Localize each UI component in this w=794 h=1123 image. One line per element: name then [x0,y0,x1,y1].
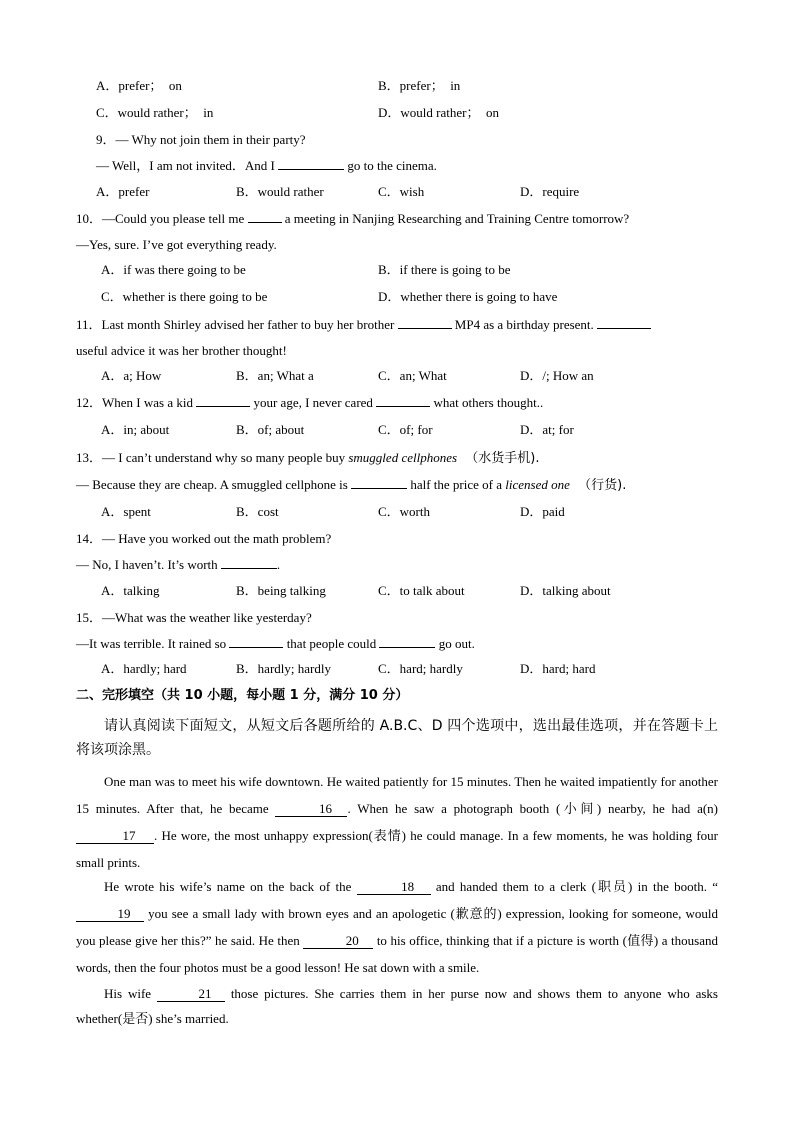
q10-blank [248,222,282,223]
q15-option-a: A．hardly; hard [101,661,187,676]
section2-instruction: 请认真阅读下面短文，从短文后各题所给的 A.B.C、D 四个选项中，选出最佳选项，并在答题卡上将该项涂黑。 [76,718,718,758]
q12-blank-2 [376,406,430,407]
q13-option-d: D．paid [520,504,565,519]
q14-option-a: A．talking [101,583,160,598]
blank-16: 16 [275,802,347,817]
q9-option-c: C．wish [378,184,425,199]
q15-blank-1 [229,647,283,648]
q12-option-c: C．of; for [378,422,433,437]
q15-option-b: B．hardly; hardly [236,661,331,676]
q12-option-d: D．at; for [520,422,574,437]
blank-21: 21 [157,987,225,1002]
q10-option-d: D．whether there is going to have [378,289,558,304]
q13-option-a: A．spent [101,504,151,519]
q12-option-a: A．in; about [101,422,170,437]
q9-stem-line1: 9．— Why not join them in their party? [96,132,306,147]
blank-17: 17 [76,829,154,844]
q14-option-b: B．being talking [236,583,326,598]
q14-stem-line1: 14．— Have you worked out the math problem? [76,531,332,546]
q15-option-d: D．hard; hard [520,661,596,676]
q10-stem-line1: 10．—Could you please tell me a meeting in Nanjing Researching and Training Centre tomorrow? [76,211,630,226]
q15-option-c: C．hard; hardly [378,661,463,676]
q13-option-b: B．cost [236,504,279,519]
section2-heading: 二、完形填空（共 10 小题，每小题 1 分，满分 10 分） [76,688,409,703]
q14-stem-line2: — No, I haven’t. It’s worth . [76,557,281,572]
q14-blank [221,568,277,569]
q12-option-b: B．of; about [236,422,305,437]
q12-stem: 12．When I was a kid your age, I never cared what others thought.. [76,395,544,410]
blank-20: 20 [303,934,373,949]
q11-option-c: C．an; What [378,368,447,383]
q15-blank-2 [379,647,435,648]
q13-stem-line2: — Because they are cheap. A smuggled cellphone is half the price of a licensed one （行货). [76,477,627,493]
q11-option-b: B．an; What a [236,368,314,383]
blank-19: 19 [76,907,144,922]
q9-option-b: B．would rather [236,184,324,199]
q8-option-b: B．prefer； in [378,78,461,93]
q8-option-a: A．prefer； on [96,78,182,93]
blank-18: 18 [357,880,431,895]
q14-option-c: C．to talk about [378,583,465,598]
q13-blank [351,488,407,489]
q12-blank-1 [196,406,250,407]
passage-paragraph-2: He wrote his wife’s name on the back of the 18 and handed them to a clerk (职员) in the booth. “19 you see a small lady with brown eyes and an apologetic (歉意的) expression, looking for someone, would you please give her this?” he said. He then 20 to his office, thinking that if a picture is worth (值得) a thousand words, then the four photos must be a good lesson! He sat down with a smile. [76,879,719,975]
q8-option-c: C．would rather； in [96,105,214,120]
q11-option-d: D．/; How an [520,368,594,383]
q11-blank-2 [597,328,651,329]
q9-option-a: A．prefer [96,184,150,199]
q9-blank [278,169,344,170]
q13-option-c: C．worth [378,504,431,519]
q13-stem-line1: 13．— I can’t understand why so many people buy smuggled cellphones （水货手机). [76,450,540,466]
q15-stem-line1: 15．—What was the weather like yesterday? [76,610,312,625]
passage-paragraph-1: One man was to meet his wife downtown. He waited patiently for 15 minutes. Then he waited impatiently for another 15 minutes. After that, he became 16 . When he saw a photograph booth (小间) nearby, he had a(n) 17 . He wore, the most unhappy expression(表情) he could manage. In a few moments, he was holding four small prints. [76,774,718,870]
q11-blank-1 [398,328,452,329]
q10-option-c: C．whether is there going to be [101,289,268,304]
q10-option-b: B．if there is going to be [378,262,511,277]
q11-option-a: A．a; How [101,368,162,383]
passage-paragraph-3: His wife 21 those pictures. She carries them in her purse now and shows them to anyone who asks whether(是否) she’s married. [76,986,718,1026]
q9-stem-line2: — Well，I am not invited．And I go to the cinema. [96,158,437,173]
q10-option-a: A．if was there going to be [101,262,246,277]
q9-option-d: D．require [520,184,580,199]
q14-option-d: D．talking about [520,583,611,598]
q10-stem-line2: —Yes, sure. I’ve got everything ready. [76,237,277,252]
q11-stem-line2: useful advice it was her brother thought! [76,343,287,358]
q11-stem-line1: 11．Last month Shirley advised her father to buy her brother MP4 as a birthday present. [76,317,651,333]
q15-stem-line2: —It was terrible. It rained so that people could go out. [76,636,475,651]
q8-option-d: D．would rather； on [378,105,499,120]
